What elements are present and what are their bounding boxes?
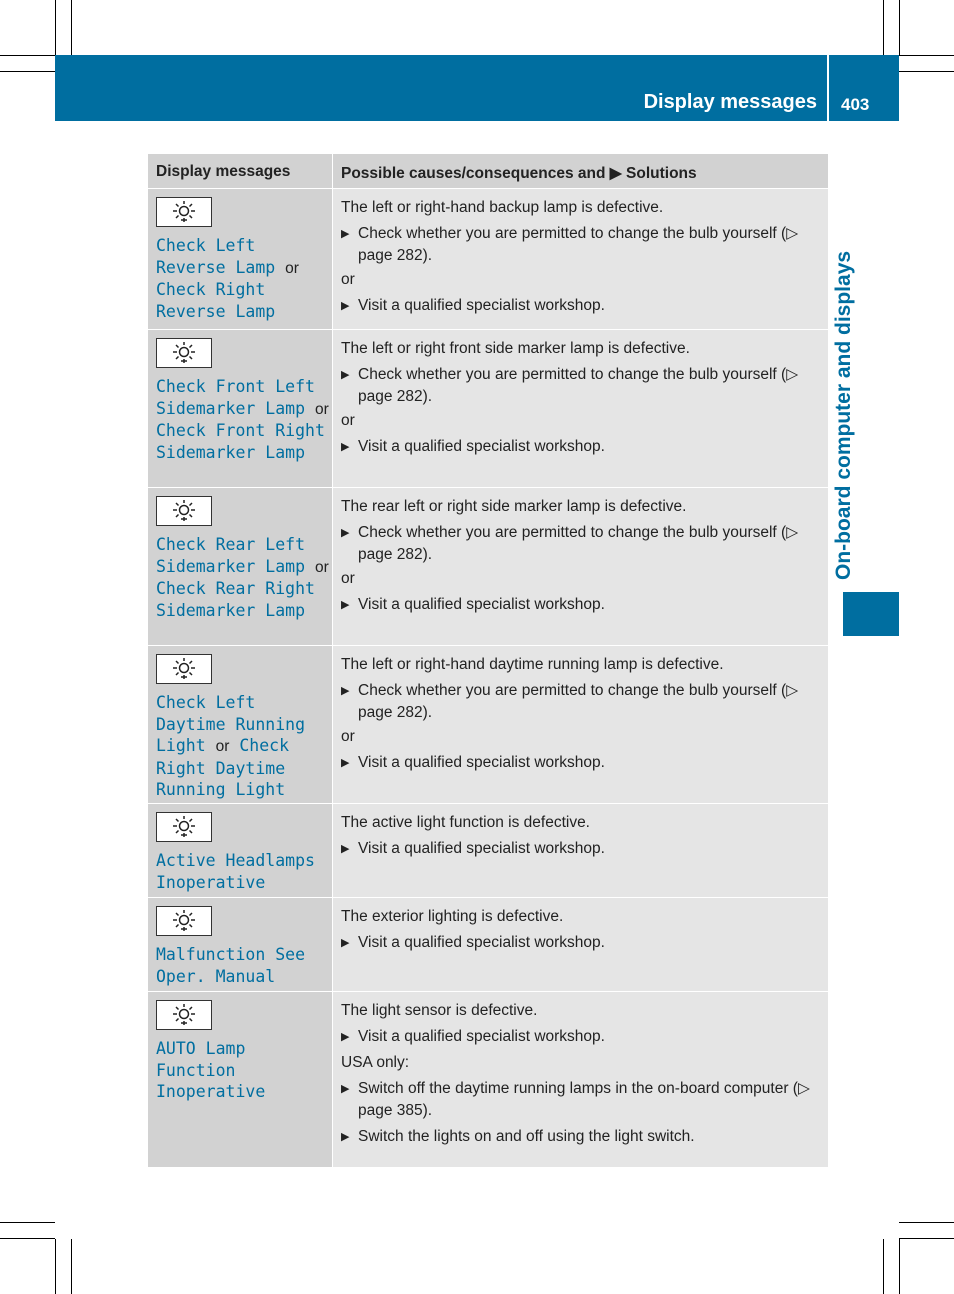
table-row [148,646,828,804]
table-row [148,804,828,898]
display-message: Check Front Left Sidemarker Lamp or Check Front Right Sidemarker Lamp [156,377,329,462]
solution-cell [333,898,828,991]
crop-mark [883,1239,884,1294]
crop-mark [0,55,55,56]
table-row [148,898,828,992]
solution-step: ▶ Check whether you are permitted to change the bulb yourself (▷ page 282). [341,364,820,408]
display-message: AUTO Lamp Function Inoperative [156,1039,266,1101]
cause-text: The rear left or right side marker lamp is defective. [341,498,687,515]
section-title: Display messages [643,91,817,113]
crop-mark [899,1239,900,1294]
cause-text: The left or right-hand daytime running lamp is defective. [341,656,724,673]
page-header [55,55,899,121]
usa-only-text: USA only: [341,1054,410,1071]
table-row [148,992,828,1168]
message-cell [148,488,333,645]
solution-cell [333,804,828,897]
crop-mark [899,1222,954,1223]
column-header-causes [333,154,828,188]
bulb-icon [156,197,212,227]
crop-mark [899,71,954,72]
cause-text: The light sensor is defective. [341,1002,538,1019]
bulb-icon [156,338,212,368]
page-number: 403 [841,95,870,114]
solution-step: ▶ Visit a qualified specialist workshop. [341,1026,820,1048]
solution-cell [333,646,828,803]
or-text: or [341,412,355,429]
crop-mark [55,1239,56,1294]
side-tab-marker [843,592,899,636]
cause-text: The exterior lighting is defective. [341,908,564,925]
solution-step: ▶ Visit a qualified specialist workshop. [341,752,820,774]
message-cell [148,646,333,803]
crop-mark [0,71,55,72]
display-message: Check Rear Left Sidemarker Lamp or Check Rear Right Sidemarker Lamp [156,535,329,620]
table-header-row [148,154,828,189]
crop-mark [55,0,56,55]
solution-step: ▶ Visit a qualified specialist workshop. [341,838,820,860]
bulb-icon [156,906,212,936]
bulb-icon [156,654,212,684]
display-messages-table [148,154,828,1168]
cause-text: The left or right-hand backup lamp is defective. [341,199,664,216]
solution-cell [333,330,828,487]
solution-cell [333,992,828,1167]
crop-mark [899,1238,954,1239]
solution-step: ▶ Check whether you are permitted to change the bulb yourself (▷ page 282). [341,522,820,566]
solution-cell [333,189,828,329]
solution-step: ▶ Switch off the daytime running lamps in the on-board computer (▷ page 385). [341,1078,820,1122]
or-text: or [341,271,355,288]
crop-mark [0,1238,55,1239]
solution-step: ▶ Check whether you are permitted to change the bulb yourself (▷ page 282). [341,223,820,267]
display-message: Active Headlamps Inoperative [156,851,315,892]
bulb-icon [156,812,212,842]
message-cell [148,898,333,991]
display-message: Check Left Daytime Running Light or Check Right Daytime Running Light [156,693,306,799]
or-text: or [341,570,355,587]
crop-mark [899,0,900,55]
column-header-messages: Display messages [148,154,333,188]
message-cell [148,804,333,897]
solution-step: ▶ Switch the lights on and off using the light switch. [341,1126,820,1148]
table-row [148,189,828,330]
message-cell [148,189,333,329]
bulb-icon [156,1000,212,1030]
table-row [148,488,828,646]
crop-mark [0,1222,55,1223]
column-header-causes-suffix: Solutions [621,165,697,182]
table-row [148,330,828,488]
message-cell [148,992,333,1167]
solution-step: ▶ Visit a qualified specialist workshop. [341,594,820,616]
solution-step: ▶ Check whether you are permitted to change the bulb yourself (▷ page 282). [341,680,820,724]
cause-text: The active light function is defective. [341,814,590,831]
cause-text: The left or right front side marker lamp is defective. [341,340,690,357]
solution-step: ▶ Visit a qualified specialist workshop. [341,295,820,317]
display-message: Malfunction See Oper. Manual [156,945,306,986]
crop-mark [883,0,884,55]
side-tab-label: On-board computer and displays [832,250,855,580]
display-message: Check Left Reverse Lamp or Check Right Reverse Lamp [156,236,299,321]
or-text: or [341,728,355,745]
message-cell [148,330,333,487]
arrow-icon: ▶ [609,165,622,182]
column-header-causes-prefix: Possible causes/consequences and [341,165,610,182]
solution-step: ▶ Visit a qualified specialist workshop. [341,932,820,954]
crop-mark [71,0,72,55]
solution-cell [333,488,828,645]
solution-step: ▶ Visit a qualified specialist workshop. [341,436,820,458]
crop-mark [899,55,954,56]
crop-mark [71,1239,72,1294]
bulb-icon [156,496,212,526]
header-divider [827,55,829,121]
